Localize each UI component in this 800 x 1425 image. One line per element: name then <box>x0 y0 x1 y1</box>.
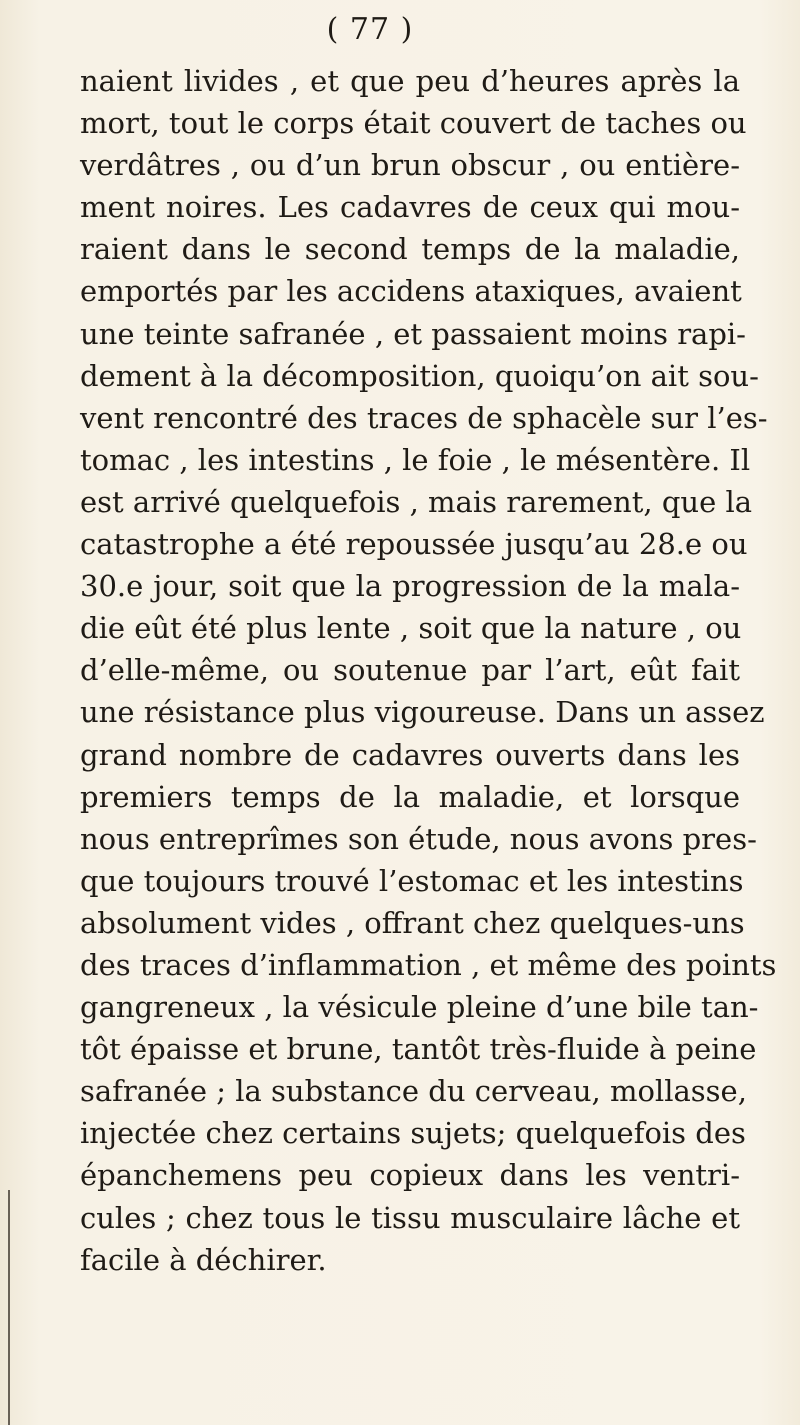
text-line-27: épanchemens peu copieux dans les ventri- <box>80 1158 740 1193</box>
text-line-28: cules ; chez tous le tissu musculaire lâche et <box>80 1200 740 1235</box>
text-line-17: grand nombre de cadavres ouverts dans les <box>80 737 740 772</box>
text-line-16: une résistance plus vigoureuse. Dans un assez <box>80 695 765 730</box>
body-text <box>80 60 777 1281</box>
text-line-15: d’elle-même, ou soutenue par l’art, eût fait <box>80 653 740 688</box>
page-number: ( 77 ) <box>326 12 414 47</box>
text-line-23: gangreneux , la vésicule pleine d’une bile tan- <box>80 990 759 1025</box>
text-line-8: dement à la décomposition, quoiqu’on ait sou- <box>80 358 759 393</box>
text-line-14: die eût été plus lente , soit que la nature , ou <box>80 611 742 646</box>
text-line-18: premiers temps de la maladie, et lorsque <box>80 779 740 814</box>
text-line-13: 30.e jour, soit que la progression de la mala- <box>80 569 740 604</box>
text-line-5: raient dans le second temps de la maladie, <box>80 232 740 267</box>
text-line-21: absolument vides , offrant chez quelques-uns <box>80 905 745 940</box>
text-line-4: ment noires. Les cadavres de ceux qui mou- <box>80 190 740 225</box>
text-line-10: tomac , les intestins , le foie , le mésentère. Il <box>80 442 751 477</box>
text-line-7: une teinte safranée , et passaient moins rapi- <box>80 316 746 351</box>
text-line-29: facile à déchirer. <box>80 1242 327 1277</box>
text-line-6: emportés par les accidens ataxiques, avaient <box>80 274 742 309</box>
text-line-11: est arrivé quelquefois , mais rarement, que la <box>80 484 753 519</box>
text-line-19: nous entreprîmes son étude, nous avons pres- <box>80 821 757 856</box>
text-line-20: que toujours trouvé l’estomac et les intestins <box>80 863 744 898</box>
text-line-3: verdâtres , ou d’un brun obscur , ou entière- <box>80 148 740 183</box>
text-line-1: naient livides , et que peu d’heures après la <box>80 64 740 98</box>
text-line-9: vent rencontré des traces de sphacèle sur l’es- <box>80 400 768 435</box>
text-line-25: safranée ; la substance du cerveau, mollasse, <box>80 1074 747 1109</box>
text-line-2: mort, tout le corps était couvert de taches ou <box>80 106 747 141</box>
text-line-22: des traces d’inflammation , et même des points <box>80 947 777 982</box>
text-line-26: injectée chez certains sujets; quelquefois des <box>80 1116 746 1151</box>
binding-edge-mark <box>8 1190 10 1425</box>
text-line-12: catastrophe a été repoussée jusqu’au 28.e ou <box>80 527 748 562</box>
text-line-24: tôt épaisse et brune, tantôt très-fluide à peine <box>80 1032 757 1067</box>
